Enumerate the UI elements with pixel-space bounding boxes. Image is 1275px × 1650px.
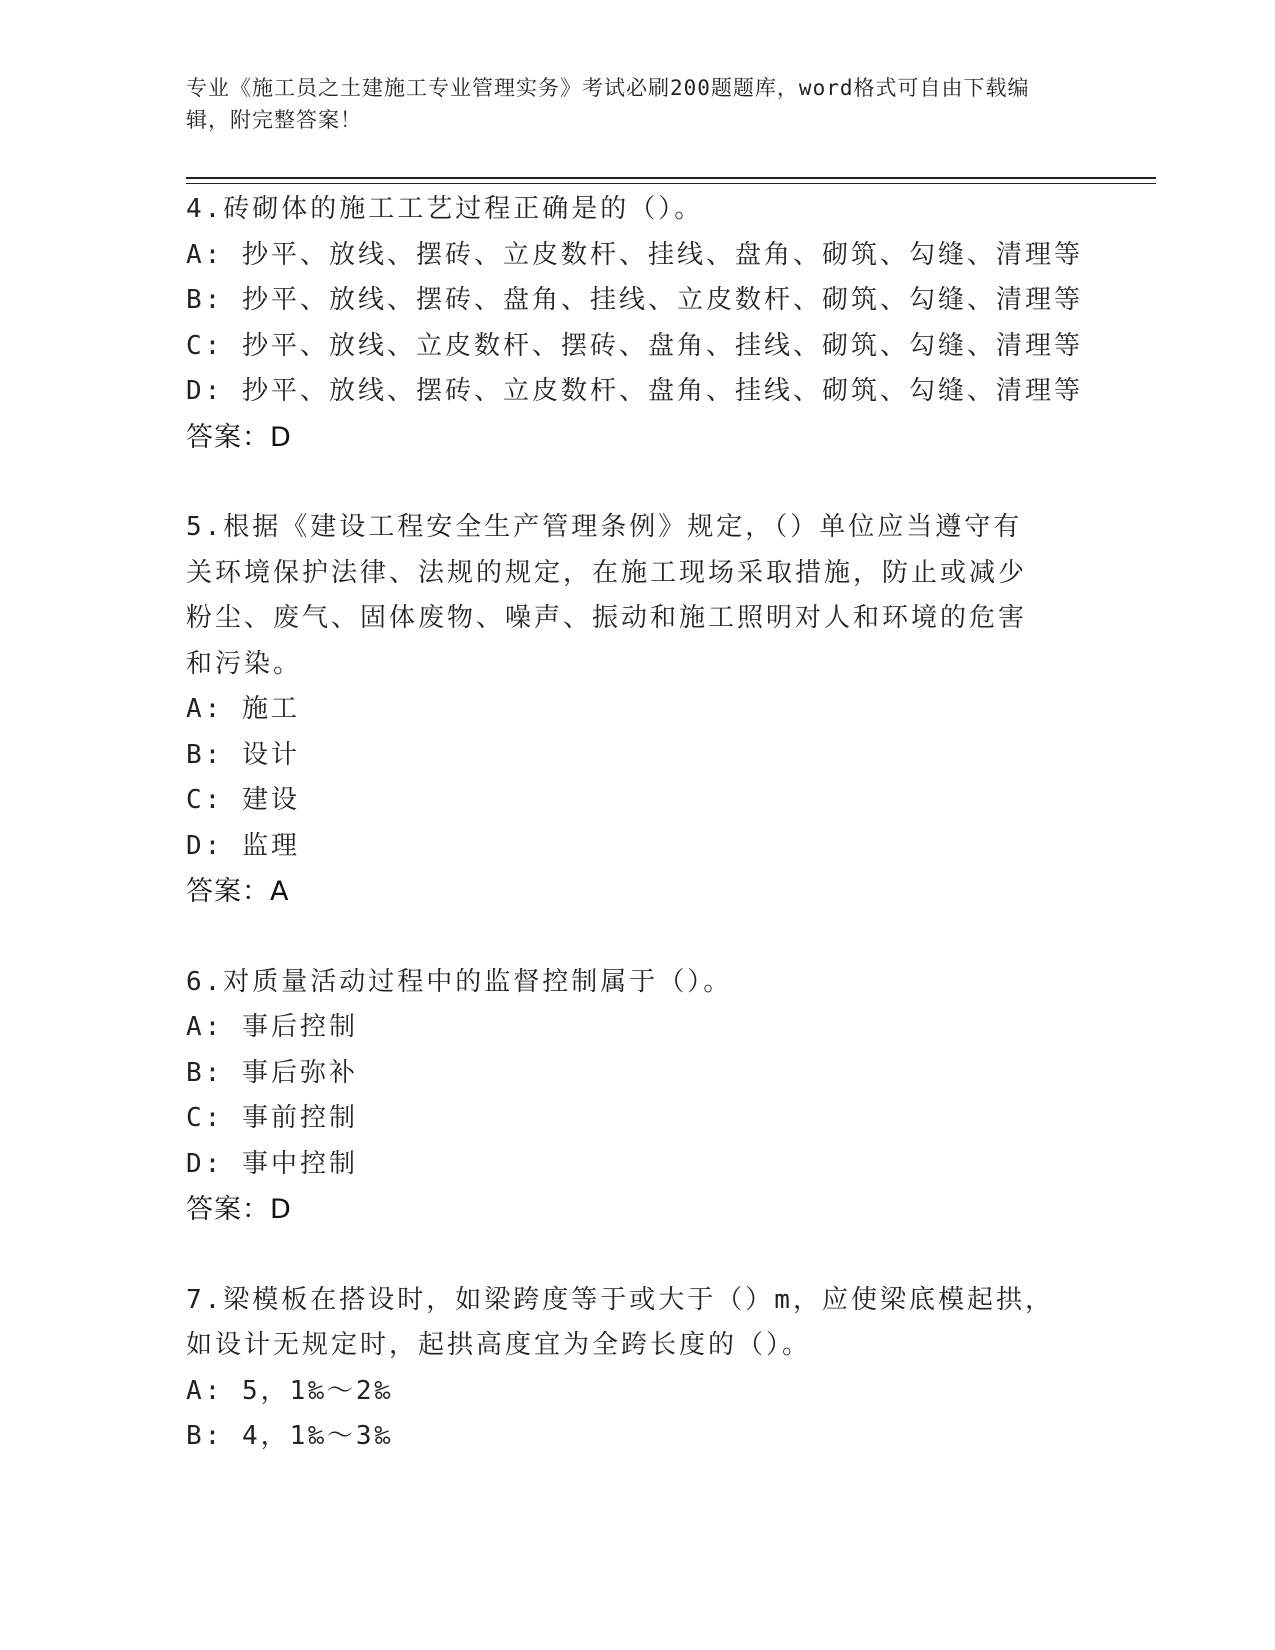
option-a: A: 抄平、放线、摆砖、立皮数杆、挂线、盘角、砌筑、勾缝、清理等 — [186, 239, 1083, 270]
option-b: B: 设计 — [186, 739, 300, 770]
option-a: A: 5，1‰～2‰ — [186, 1375, 394, 1406]
question-stem: 4.砖砌体的施工工艺过程正确是的（）。 — [186, 194, 704, 224]
question-7 — [186, 1278, 1086, 1460]
option-c: C: 抄平、放线、立皮数杆、摆砖、盘角、挂线、砌筑、勾缝、清理等 — [186, 330, 1083, 361]
document-header: 专业《施工员之土建施工专业管理实务》考试必刷200题题库，word格式可自由下载编辑，附完整答案！ — [186, 76, 1030, 132]
option-d: D: 事中控制 — [186, 1148, 358, 1179]
question-stem: 7.梁模板在搭设时，如梁跨度等于或大于（）m，应使梁底模起拱，如设计无规定时，起拱高度宜为全跨长度的（）。 — [186, 1284, 1054, 1360]
option-c: C: 事前控制 — [186, 1103, 358, 1133]
question-stem: 6.对质量活动过程中的监督控制属于（）。 — [186, 966, 733, 997]
option-a: A: 施工 — [186, 694, 300, 724]
option-b: B: 抄平、放线、摆砖、盘角、挂线、立皮数杆、砌筑、勾缝、清理等 — [186, 285, 1083, 315]
option-a: A: 事后控制 — [186, 1012, 358, 1042]
question-4 — [186, 187, 1086, 460]
question-6 — [186, 960, 1086, 1233]
question-5 — [186, 505, 1086, 915]
option-b: B: 事后弥补 — [186, 1057, 358, 1088]
header-divider-thick — [186, 177, 1156, 179]
answer-label: 答案：D — [186, 1194, 292, 1225]
option-b: B: 4，1‰～3‰ — [186, 1421, 394, 1451]
option-d: D: 监理 — [186, 830, 300, 861]
header-divider-thin — [186, 183, 1156, 184]
answer-label: 答案：D — [186, 421, 292, 453]
option-d: D: 抄平、放线、摆砖、立皮数杆、盘角、挂线、砌筑、勾缝、清理等 — [186, 376, 1083, 406]
question-list — [186, 187, 1086, 1505]
question-stem: 5.根据《建设工程安全生产管理条例》规定，（）单位应当遵守有关环境保护法律、法规的规定，在施工现场采取措施，防止或减少粉尘、废气、固体废物、噪声、振动和施工照明对人和环境的危害和污染。 — [186, 512, 1028, 679]
option-c: C: 建设 — [186, 785, 300, 815]
answer-label: 答案：A — [186, 876, 290, 907]
